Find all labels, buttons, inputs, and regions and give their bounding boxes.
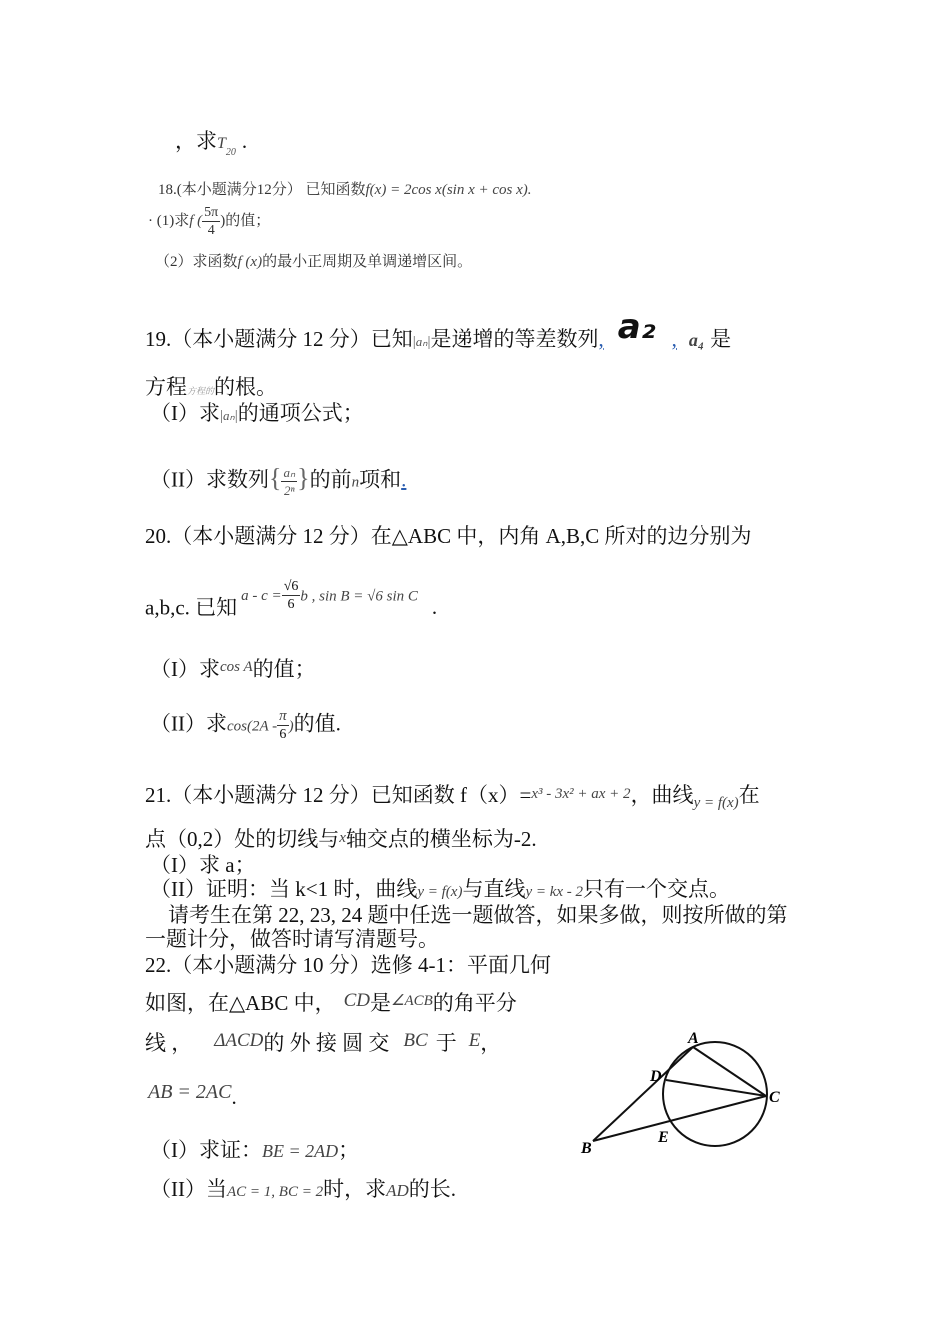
q19-head: 19.（本小题满分 12 分）已知|aₙ|是递增的等差数列, a₂ , a₄ 是 — [145, 307, 732, 351]
q19-part2: （II）求数列{ $\frac{\text{aₙ}}{\text{2ⁿ}}$ }的前n项和. — [150, 463, 407, 498]
note-line2: 一题计分，做答时请写清题号。 — [145, 927, 439, 951]
q20-part2: （II）求cos(2A - $\frac{\pi}{6}$ )的值. — [150, 708, 341, 742]
q22-line3: AB = 2AC. — [148, 1081, 237, 1109]
label-A: A — [688, 1030, 699, 1047]
segment-BC — [593, 1096, 766, 1141]
q18-part2: （2）求函数f (x)的最小正周期及单调递增区间。 — [155, 254, 473, 270]
q21-head: 21.（本小题满分 12 分）已知函数 f（x）=x³ - 3x² + ax + 2，曲线$_{y = f(x)}$在 — [145, 783, 760, 811]
q19-part1: （I）求|aₙ|的通项公式； — [150, 401, 364, 425]
q20-fraction-2: $\frac{\pi}{6}$ — [279, 708, 287, 742]
segment-BA — [593, 1047, 693, 1141]
q19-fraction: $\frac{\text{aₙ}}{\text{2ⁿ}}$ — [283, 465, 296, 498]
q20-line2: a,b,c. 已知 a - c = $\frac{√6}{6}$ b , sin B = √6 sin C . — [145, 579, 438, 620]
q22-part2: （II）当AC = 1, BC = 2时，求AD的长. — [150, 1177, 457, 1201]
label-C: C — [769, 1089, 780, 1106]
top-fragment: ，求$T_{20}$ . — [175, 129, 248, 158]
q22-head: 22.（本小题满分 10 分）选修 4-1：平面几何 — [145, 953, 551, 977]
segment-DC — [666, 1080, 766, 1096]
geometry-figure — [570, 1025, 800, 1165]
q21-part2: （II）证明：当 k<1 时，曲线y = f(x)与直线y = kx - 2只有一个交点。 — [150, 877, 731, 901]
note-line1: 请考生在第 22, 23, 24 题中任选一题做答，如果多做，则按所做的第 — [168, 903, 788, 927]
segment-AC — [693, 1047, 766, 1096]
label-E: E — [658, 1129, 669, 1146]
q22-line2: 线 ， ΔACD的 外 接 圆 交 BC 于 E， — [145, 1030, 502, 1055]
q18-fraction: $\frac{5\pi}{4}$ — [204, 205, 219, 238]
q21-line2: 点（0,2）处的切线与x轴交点的横坐标为-2. — [145, 827, 537, 851]
q20-part1: （I）求$^{cos A}$的值； — [150, 657, 316, 681]
q18-part1: · (1)求f ( $\frac{5\pi}{4}$ )的值； — [148, 205, 271, 238]
label-B: B — [581, 1140, 592, 1157]
q22-line1: 如图，在△ABC 中， CD是$^{\angle ACB}$的角平分 — [145, 990, 517, 1015]
q20-fraction: $\frac{√6}{6}$ — [283, 579, 299, 612]
label-D: D — [650, 1068, 662, 1085]
q20-head: 20.（本小题满分 12 分）在△ABC 中，内角 A,B,C 所对的边分别为 — [145, 524, 752, 548]
q22-part1: （I）求证：BE = 2AD； — [150, 1138, 360, 1162]
q21-part1: （I）求 a； — [150, 853, 256, 877]
q19-line2: 方程方程的的根。 — [145, 375, 278, 399]
q18-head: 18.(本小题满分12分） 已知函数f(x) = 2cos x(sin x + cos x). — [158, 182, 532, 198]
